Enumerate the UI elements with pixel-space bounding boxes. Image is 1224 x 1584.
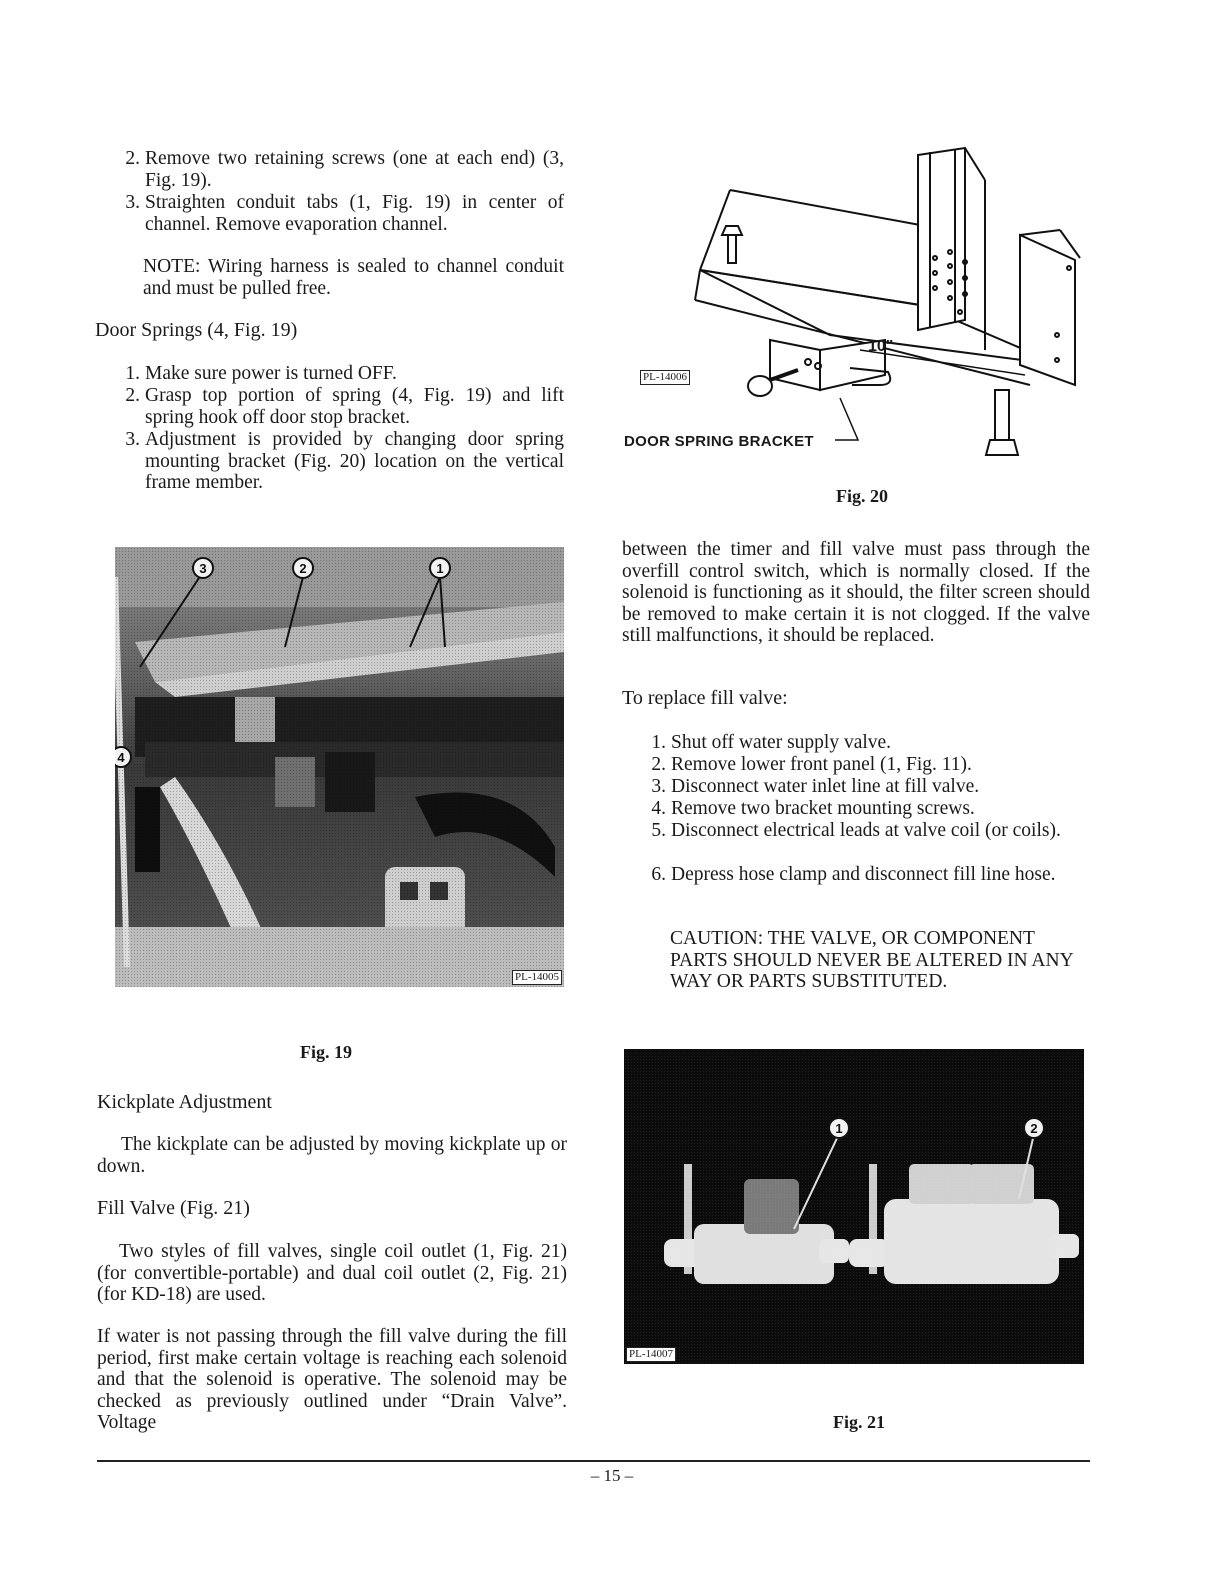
list-text: Straighten conduit tabs (1, Fig. 19) in center of channel. Remove evaporation channel.: [145, 192, 564, 235]
list-text: Disconnect electrical leads at valve coil (or coils).: [671, 820, 1061, 841]
fig19-caption: Fig. 19: [300, 1042, 352, 1062]
fig21-photo: [624, 1049, 1084, 1364]
list-number: 6.: [651, 864, 666, 885]
fig19-photo: [115, 547, 564, 987]
list-text: Adjustment is provided by changing door spring mounting bracket (Fig. 20) location on the vertical frame member.: [145, 429, 564, 493]
callout-1: [829, 1118, 849, 1138]
svg-text:3: 3: [199, 561, 207, 576]
svg-text:1: 1: [835, 1121, 843, 1136]
fig20-dimension: 10": [868, 338, 894, 355]
list-item: [114, 192, 564, 236]
list-number: 5.: [651, 820, 666, 841]
svg-text:1: 1: [436, 561, 444, 576]
svg-text:4: 4: [117, 750, 125, 765]
kickplate-heading: Kickplate Adjustment: [97, 1091, 272, 1113]
list-text: Depress hose clamp and disconnect fill line hose.: [671, 864, 1056, 885]
list-number: 3.: [651, 776, 666, 797]
callout-4: [115, 747, 131, 767]
callout-2: [293, 558, 313, 578]
list-number: 2.: [125, 385, 140, 406]
fig21-tag: PL-14007: [626, 1347, 676, 1362]
list-text: Remove lower front panel (1, Fig. 11).: [671, 754, 972, 775]
door-spring-bracket-label: DOOR SPRING BRACKET: [624, 433, 814, 450]
list-text: Grasp top portion of spring (4, Fig. 19) and lift spring hook off door stop bracket.: [145, 385, 564, 428]
page-number: – 15 –: [590, 1466, 634, 1485]
list-text: Remove two retaining screws (one at each end) (3, Fig. 19).: [145, 148, 564, 191]
list-number: 3.: [125, 192, 140, 213]
list-item: [114, 429, 564, 495]
list-item: [640, 798, 1090, 820]
list-item: [640, 754, 1090, 776]
list-number: 1.: [651, 732, 666, 753]
kickplate-text: The kickplate can be adjusted by moving kickplate up or down.: [97, 1134, 567, 1177]
list-item: [640, 820, 1090, 864]
svg-text:2: 2: [1030, 1121, 1038, 1136]
fig20-drawing: [620, 140, 1100, 475]
fig20-tag: PL-14006: [640, 370, 690, 385]
list-number: 1.: [125, 363, 140, 384]
callout-1: [430, 558, 450, 578]
callout-2: [1024, 1118, 1044, 1138]
list-number: 2.: [651, 754, 666, 775]
list-item: [640, 732, 1090, 754]
svg-text:2: 2: [299, 561, 307, 576]
door-springs-heading: Door Springs (4, Fig. 19): [95, 319, 298, 341]
list-text: Make sure power is turned OFF.: [145, 363, 397, 384]
list-item: [114, 363, 564, 385]
caution-text: CAUTION: THE VALVE, OR COMPONENT PARTS SHOULD NEVER BE ALTERED IN ANY WAY OR PARTS SUBSTITUTED.: [670, 928, 1073, 992]
fig19-tag: PL-14005: [512, 970, 562, 985]
list-number: 3.: [125, 429, 140, 450]
list-text: Remove two bracket mounting screws.: [671, 798, 975, 819]
fill-valve-intro: Two styles of fill valves, single coil outlet (1, Fig. 21) (for convertible-portable) and dual coil outlet (2, Fig. 21) (for KD-18) are used.: [97, 1241, 567, 1305]
fig20-caption: Fig. 20: [836, 486, 888, 506]
list-item: [114, 385, 564, 429]
fill-valve-heading: Fill Valve (Fig. 21): [97, 1197, 250, 1219]
fig21-caption: Fig. 21: [833, 1412, 885, 1432]
footer-rule: [97, 1460, 1090, 1462]
list-item: [114, 148, 564, 192]
fill-valve-paragraph: If water is not passing through the fill valve during the fill period, first make certain voltage is reaching each solenoid and that the solenoid is operative. The solenoid may be checked as previously outlined under “Drain Valve”. Voltage: [97, 1326, 567, 1433]
note-text: NOTE: Wiring harness is sealed to channel conduit and must be pulled free.: [143, 256, 564, 299]
list-item: [640, 776, 1090, 798]
list-item: [640, 864, 1090, 908]
list-number: 2.: [125, 148, 140, 169]
list-text: Shut off water supply valve.: [671, 732, 892, 753]
callout-3: [193, 558, 213, 578]
replace-fill-valve-heading: To replace fill valve:: [622, 687, 788, 709]
continued-paragraph: between the timer and fill valve must pass through the overfill control switch, which is normally closed. If the solenoid is functioning as it should, the filter screen should be removed to make certain it is not clogged. If the valve still malfunctions, it should be replaced.: [622, 539, 1090, 646]
list-number: 4.: [651, 798, 666, 819]
list-text: Disconnect water inlet line at fill valve.: [671, 776, 980, 797]
